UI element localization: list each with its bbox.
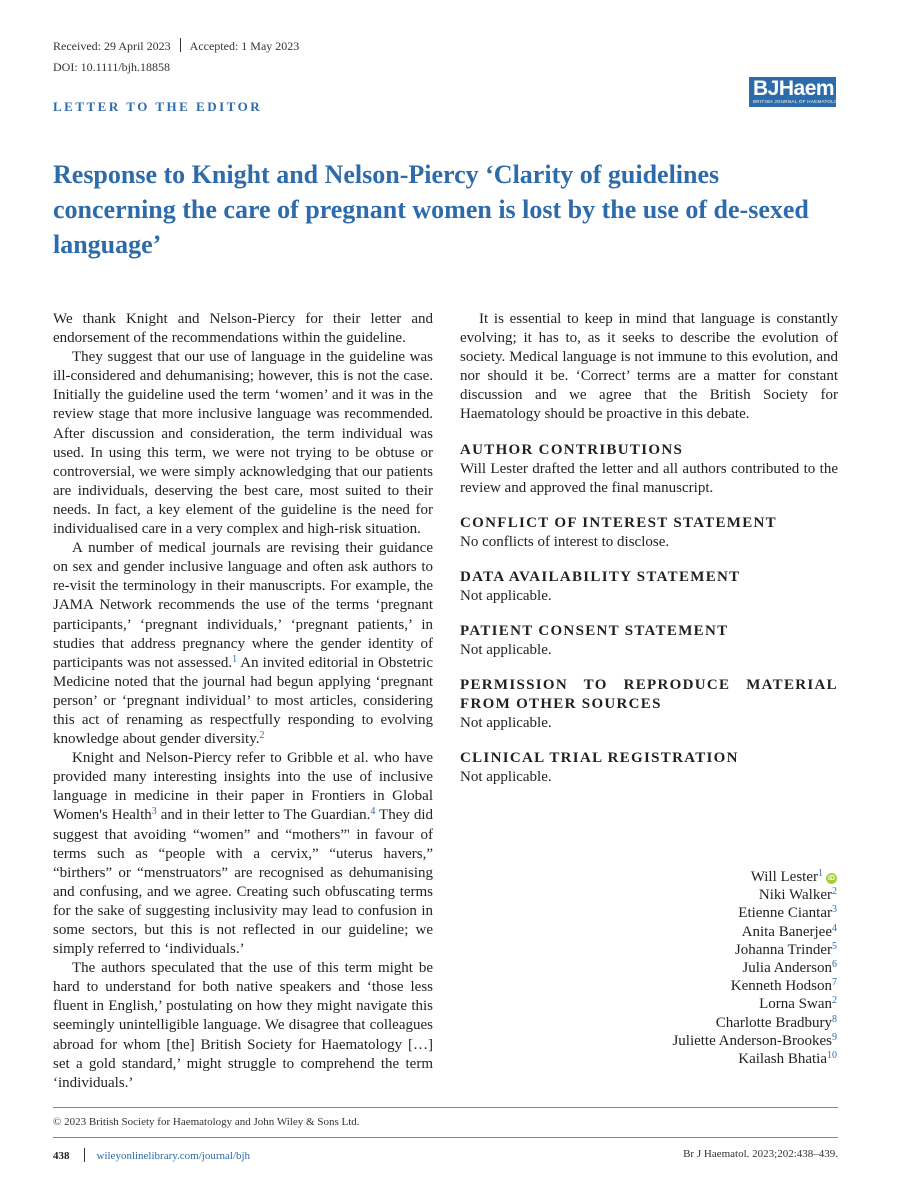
affiliation-link[interactable]: 3 (832, 904, 837, 916)
journal-logo-subtitle: BRITISH JOURNAL OF HAEMATOLOGY (753, 99, 845, 104)
doi[interactable]: DOI: 10.1111/bjh.18858 (53, 60, 170, 74)
section-text: Not applicable. (460, 641, 552, 658)
author-item (672, 923, 837, 941)
author-name: Juliette Anderson-Brookes (672, 1032, 832, 1049)
body-paragraph-4 (53, 749, 433, 959)
section-patient-consent (460, 622, 838, 660)
author-item (672, 1032, 837, 1050)
affiliation-link[interactable]: 2 (832, 995, 837, 1007)
journal-logo (749, 77, 845, 107)
reference-link-1[interactable]: 1 (232, 653, 238, 665)
section-heading: PATIENT CONSENT STATEMENT (460, 622, 729, 639)
author-name: Charlotte Bradbury (715, 1014, 832, 1031)
affiliation-link[interactable]: 4 (832, 922, 837, 934)
affiliation-link[interactable]: 8 (832, 1013, 837, 1025)
affiliation-link[interactable]: 1 (818, 868, 823, 879)
section-heading: CLINICAL TRIAL REGISTRATION (460, 750, 739, 767)
body-paragraph-6: It is essential to keep in mind that language is constantly evolving; it has to, as it seeks to describe the evolution of society. Medical language is not immune to this evolution, and nor should it be. ‘Correct’ terms are a matter for constant discussion and we agree that the British Society for Haematology should be proactive in this debate. (460, 311, 838, 423)
orcid-icon[interactable]: iD (828, 875, 835, 882)
author-item (672, 868, 837, 886)
reference-link-2[interactable]: 2 (259, 730, 265, 742)
section-text: Not applicable. (460, 769, 552, 786)
article-dates (53, 38, 299, 54)
body-paragraph-3 (53, 539, 433, 749)
body-paragraph-4c: They did suggest that avoiding “women” and “mothers”' in favour of terms such as “people with a cervix,” “uterus havers,” “birthers” or “menstruators” are recognised as dehumanising and confusing, and we agree. Creating such obfuscating terms for the sake of suggesting inclusivity may lead to confusion in some sectors, but this is not reflected in our guideline; we simply referred to ‘individuals.’ (53, 807, 434, 958)
page-footer (53, 1148, 838, 1162)
affiliation-link[interactable]: 9 (832, 1031, 837, 1043)
author-name: Julia Anderson (742, 960, 832, 977)
affiliation-link[interactable]: 7 (832, 977, 837, 989)
body-paragraph-1: We thank Knight and Nelson-Piercy for their letter and endorsement of the recommendations within the guideline. (53, 311, 433, 347)
section-permission-to-reproduce (460, 676, 838, 733)
page-number: 438 (53, 1150, 70, 1162)
author-item (672, 995, 837, 1013)
journal-url-link[interactable]: wileyonlinelibrary.com/journal/bjh (96, 1150, 251, 1162)
author-item (672, 977, 837, 995)
section-text: Not applicable. (460, 587, 552, 604)
right-column (460, 310, 838, 787)
author-name: Anita Banerjee (741, 923, 832, 940)
author-name: Kailash Bhatia (738, 1051, 827, 1068)
section-text: No conflicts of interest to disclose. (460, 533, 670, 550)
section-heading: CONFLICT OF INTEREST STATEMENT (460, 514, 777, 531)
section-author-contributions (460, 441, 838, 498)
affiliation-link[interactable]: 5 (832, 940, 837, 952)
affiliation-link[interactable]: 10 (827, 1050, 837, 1062)
body-paragraph-4b: and in their letter to The Guardian. (156, 807, 371, 824)
received-date: Received: 29 April 2023 (53, 39, 171, 53)
footer-divider (53, 1137, 838, 1138)
author-name: Kenneth Hodson (730, 978, 832, 995)
author-item (672, 959, 837, 977)
reference-link-4[interactable]: 4 (370, 806, 376, 818)
body-paragraph-3b: An invited editorial in Obstetric Medicine noted that the journal had begun applying ‘pregnant person’ or ‘pregnant individual’ to most articles, considering this act of renaming as respectfully responding to evolving knowledge about gender diversity. (53, 654, 434, 748)
section-text: Not applicable. (460, 715, 552, 732)
section-heading: DATA AVAILABILITY STATEMENT (460, 568, 741, 585)
author-item (672, 1014, 837, 1032)
author-item (672, 1050, 837, 1068)
author-name: Niki Walker (758, 887, 832, 904)
author-name: Etienne Ciantar (738, 905, 832, 922)
body-paragraph-4a: Knight and Nelson-Piercy refer to Gribble et al. who have provided many interesting insights into the use of inclusive language in medicine in their paper in Frontiers in Global Women's Health (53, 750, 433, 824)
reference-link-3[interactable]: 3 (151, 806, 157, 818)
section-data-availability (460, 568, 838, 606)
section-conflict-of-interest (460, 514, 838, 552)
article-title: Response to Knight and Nelson-Piercy ‘Clarity of guidelines concerning the care of pregnant women is lost by the use of de-sexed language’ (53, 160, 809, 259)
date-divider (180, 38, 181, 52)
author-item (672, 941, 837, 959)
body-paragraph-3a: A number of medical journals are revising their guidance on sex and gender inclusive language and often ask authors to re-visit the terminology in their manuscripts. For example, the JAMA Network recommends the use of the terms ‘pregnant participants,’ ‘pregnant individuals,’ ‘pregnant patients,’ in studies that address pregnancy where the gender identity of participants was not assessed. (53, 540, 433, 671)
journal-citation: Br J Haematol. 2023;202:438–439. (683, 1148, 838, 1160)
author-list (672, 868, 837, 1068)
section-clinical-trial-registration (460, 749, 838, 787)
journal-logo-name: BJHaem (753, 77, 835, 100)
section-text: Will Lester drafted the letter and all authors contributed to the review and approved the final manuscript. (460, 460, 838, 496)
body-paragraph-5: The authors speculated that the use of this term might be hard to understand for both native speakers and ‘those less fluent in English,’ postulating on how they might navigate this seemingly unintelligible language. We disagree that colleagues abroad for whom [the] British Society for Haematology […] set a gold standard,’ might struggle to comprehend the term ‘individuals.’ (53, 960, 433, 1091)
author-name: Johanna Trinder (734, 941, 832, 958)
section-heading: PERMISSION TO REPRODUCE MATERIAL FROM OTHER SOURCES (460, 677, 838, 713)
left-column (53, 310, 433, 1093)
footer-divider (53, 1107, 838, 1108)
copyright-notice: © 2023 British Society for Haematology and John Wiley & Sons Ltd. (53, 1116, 360, 1128)
author-item (672, 886, 837, 904)
affiliation-link[interactable]: 6 (832, 959, 837, 971)
author-item (672, 904, 837, 922)
footer-separator (84, 1148, 85, 1162)
author-name: Will Lester (750, 869, 818, 885)
body-paragraph-2: They suggest that our use of language in the guideline was ill-considered and dehumanising; however, this is not the case. Initially the guideline used the term ‘women’ and it was in the review stage that more inclusive language was recommended. After discussion and consideration, the term individual was used. In using this term, we were not trying to be obtuse or controversial, we were simply acknowledging that our patients are individuals, deserving the best care, most suited to their needs. In fact, a key element of the guideline is the need for individualised care in a very complex and high-risk situation. (53, 349, 433, 538)
section-heading: AUTHOR CONTRIBUTIONS (460, 441, 684, 458)
affiliation-link[interactable]: 2 (832, 886, 837, 898)
accepted-date: Accepted: 1 May 2023 (189, 39, 300, 53)
author-name: Lorna Swan (759, 996, 832, 1013)
article-type-label: LETTER TO THE EDITOR (53, 99, 263, 114)
